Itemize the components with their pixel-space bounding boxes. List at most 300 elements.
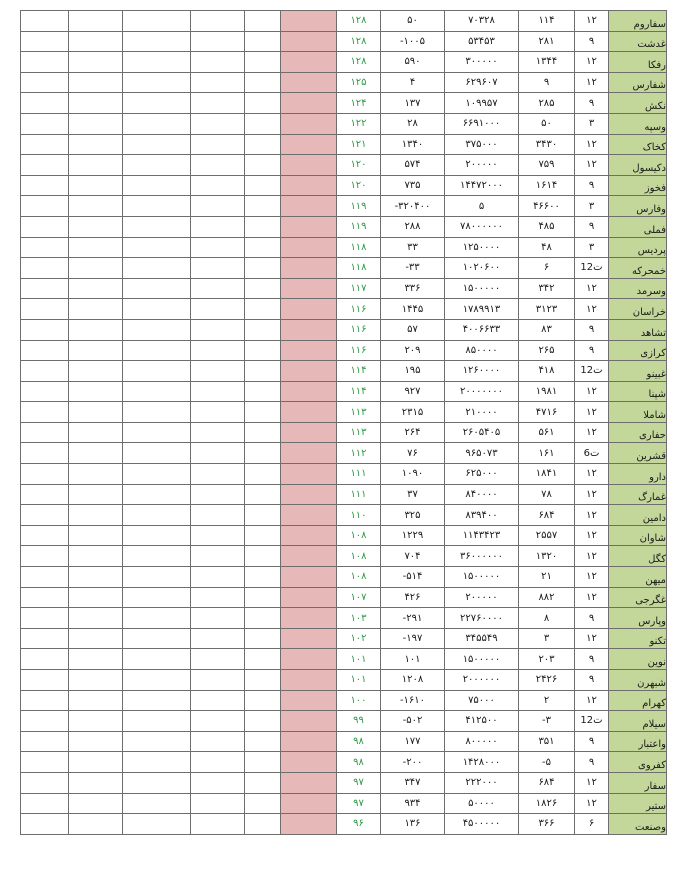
rank-cell[interactable]: ۱۱۹ [337, 196, 381, 217]
value-cell-3[interactable]: ۲۵۵۷ [519, 525, 575, 546]
empty-cell[interactable] [123, 216, 191, 237]
rank-cell[interactable]: ۱۲۸ [337, 31, 381, 52]
highlight-cell[interactable] [281, 72, 337, 93]
highlight-cell[interactable] [281, 113, 337, 134]
value-cell-4[interactable]: ۱۲ [575, 525, 609, 546]
rank-cell[interactable]: ۱۲۴ [337, 93, 381, 114]
value-cell-1[interactable]: ۱۳۶ [381, 814, 445, 835]
empty-cell[interactable] [69, 814, 123, 835]
value-cell-2[interactable]: ۱۵۰۰۰۰۰ [445, 278, 519, 299]
rank-cell[interactable]: ۱۰۱ [337, 670, 381, 691]
value-cell-1[interactable]: ۱۴۴۵ [381, 299, 445, 320]
rank-cell[interactable]: ۱۰۲ [337, 628, 381, 649]
symbol-name-cell[interactable]: کفروی [609, 752, 667, 773]
empty-cell[interactable] [191, 422, 245, 443]
value-cell-1[interactable]: ۲۸ [381, 113, 445, 134]
value-cell-4[interactable]: ۹ [575, 175, 609, 196]
symbol-name-cell[interactable]: حفاری [609, 422, 667, 443]
empty-cell[interactable] [21, 567, 69, 588]
value-cell-4[interactable]: ۱۲ [575, 793, 609, 814]
empty-cell[interactable] [123, 505, 191, 526]
value-cell-1[interactable]: ۱۹۵ [381, 361, 445, 382]
value-cell-3[interactable]: ۲۴۲۶ [519, 670, 575, 691]
empty-cell[interactable] [245, 258, 281, 279]
value-cell-4[interactable]: ۹ [575, 649, 609, 670]
highlight-cell[interactable] [281, 11, 337, 32]
value-cell-3[interactable]: ۲۱ [519, 567, 575, 588]
empty-cell[interactable] [21, 608, 69, 629]
symbol-name-cell[interactable]: فخوز [609, 175, 667, 196]
empty-cell[interactable] [69, 278, 123, 299]
value-cell-4[interactable]: 12ت [575, 258, 609, 279]
value-cell-2[interactable]: ۵ [445, 196, 519, 217]
empty-cell[interactable] [21, 814, 69, 835]
highlight-cell[interactable] [281, 567, 337, 588]
empty-cell[interactable] [69, 175, 123, 196]
rank-cell[interactable]: ۹۸ [337, 731, 381, 752]
value-cell-4[interactable]: ۹ [575, 608, 609, 629]
value-cell-2[interactable]: ۷۰۳۲۸ [445, 11, 519, 32]
empty-cell[interactable] [245, 175, 281, 196]
value-cell-4[interactable]: ۱۲ [575, 402, 609, 423]
rank-cell[interactable]: ۱۲۲ [337, 113, 381, 134]
empty-cell[interactable] [21, 505, 69, 526]
value-cell-4[interactable]: ۹ [575, 731, 609, 752]
value-cell-2[interactable]: ۲۰۰۰۰۰۰۰ [445, 381, 519, 402]
value-cell-2[interactable]: ۱۴۲۸۰۰۰ [445, 752, 519, 773]
value-cell-3[interactable]: ۹ [519, 72, 575, 93]
empty-cell[interactable] [191, 649, 245, 670]
value-cell-1[interactable]: ۹۲۷ [381, 381, 445, 402]
empty-cell[interactable] [123, 772, 191, 793]
symbol-name-cell[interactable]: کگل [609, 546, 667, 567]
empty-cell[interactable] [191, 31, 245, 52]
symbol-name-cell[interactable]: پردیس [609, 237, 667, 258]
highlight-cell[interactable] [281, 505, 337, 526]
empty-cell[interactable] [21, 690, 69, 711]
empty-cell[interactable] [123, 690, 191, 711]
highlight-cell[interactable] [281, 690, 337, 711]
value-cell-2[interactable]: ۶۲۵۰۰۰ [445, 464, 519, 485]
highlight-cell[interactable] [281, 216, 337, 237]
value-cell-1[interactable]: -۳۲۰۴۰۰ [381, 196, 445, 217]
empty-cell[interactable] [69, 690, 123, 711]
value-cell-4[interactable]: ۱۲ [575, 628, 609, 649]
highlight-cell[interactable] [281, 319, 337, 340]
empty-cell[interactable] [123, 278, 191, 299]
highlight-cell[interactable] [281, 793, 337, 814]
value-cell-3[interactable]: ۸ [519, 608, 575, 629]
value-cell-2[interactable]: ۱۲۵۰۰۰۰ [445, 237, 519, 258]
empty-cell[interactable] [21, 772, 69, 793]
symbol-name-cell[interactable]: وسپه [609, 113, 667, 134]
empty-cell[interactable] [21, 731, 69, 752]
empty-cell[interactable] [245, 319, 281, 340]
value-cell-1[interactable]: -۱۹۷ [381, 628, 445, 649]
symbol-name-cell[interactable]: نوین [609, 649, 667, 670]
value-cell-2[interactable]: ۸۰۰۰۰۰ [445, 731, 519, 752]
rank-cell[interactable]: ۹۷ [337, 772, 381, 793]
empty-cell[interactable] [21, 52, 69, 73]
value-cell-4[interactable]: ۹ [575, 319, 609, 340]
empty-cell[interactable] [69, 258, 123, 279]
rank-cell[interactable]: ۹۶ [337, 814, 381, 835]
empty-cell[interactable] [69, 546, 123, 567]
empty-cell[interactable] [123, 237, 191, 258]
rank-cell[interactable]: ۱۱۱ [337, 464, 381, 485]
value-cell-3[interactable]: ۱۳۲۰ [519, 546, 575, 567]
empty-cell[interactable] [245, 711, 281, 732]
empty-cell[interactable] [21, 402, 69, 423]
highlight-cell[interactable] [281, 464, 337, 485]
value-cell-3[interactable]: ۳۴۲ [519, 278, 575, 299]
value-cell-2[interactable]: ۳۶۰۰۰۰۰۰ [445, 546, 519, 567]
rank-cell[interactable]: ۱۰۳ [337, 608, 381, 629]
empty-cell[interactable] [69, 608, 123, 629]
value-cell-4[interactable]: 12ت [575, 711, 609, 732]
value-cell-2[interactable]: ۱۱۴۳۴۲۳ [445, 525, 519, 546]
empty-cell[interactable] [123, 752, 191, 773]
empty-cell[interactable] [69, 772, 123, 793]
value-cell-1[interactable]: ۲۳۱۵ [381, 402, 445, 423]
highlight-cell[interactable] [281, 402, 337, 423]
empty-cell[interactable] [123, 402, 191, 423]
empty-cell[interactable] [21, 361, 69, 382]
symbol-name-cell[interactable]: دامین [609, 505, 667, 526]
empty-cell[interactable] [69, 422, 123, 443]
highlight-cell[interactable] [281, 443, 337, 464]
highlight-cell[interactable] [281, 670, 337, 691]
empty-cell[interactable] [191, 484, 245, 505]
value-cell-4[interactable]: ۱۲ [575, 422, 609, 443]
value-cell-3[interactable]: ۱۸۲۶ [519, 793, 575, 814]
empty-cell[interactable] [69, 649, 123, 670]
rank-cell[interactable]: ۱۰۷ [337, 587, 381, 608]
value-cell-1[interactable]: ۱۲۰۸ [381, 670, 445, 691]
value-cell-3[interactable]: ۳۶۶ [519, 814, 575, 835]
value-cell-2[interactable]: ۱۰۲۰۶۰۰ [445, 258, 519, 279]
empty-cell[interactable] [21, 443, 69, 464]
empty-cell[interactable] [69, 628, 123, 649]
empty-cell[interactable] [191, 772, 245, 793]
empty-cell[interactable] [69, 31, 123, 52]
empty-cell[interactable] [21, 546, 69, 567]
value-cell-4[interactable]: ۱۲ [575, 134, 609, 155]
highlight-cell[interactable] [281, 731, 337, 752]
empty-cell[interactable] [21, 113, 69, 134]
empty-cell[interactable] [21, 670, 69, 691]
value-cell-4[interactable]: ۹ [575, 340, 609, 361]
empty-cell[interactable] [21, 11, 69, 32]
empty-cell[interactable] [21, 422, 69, 443]
rank-cell[interactable]: ۱۰۸ [337, 546, 381, 567]
value-cell-3[interactable]: ۶۸۴ [519, 772, 575, 793]
value-cell-1[interactable]: ۱۳۴۰ [381, 134, 445, 155]
rank-cell[interactable]: ۱۱۳ [337, 402, 381, 423]
empty-cell[interactable] [191, 731, 245, 752]
value-cell-1[interactable]: ۳۳ [381, 237, 445, 258]
empty-cell[interactable] [21, 93, 69, 114]
value-cell-1[interactable]: ۳۴۷ [381, 772, 445, 793]
empty-cell[interactable] [123, 196, 191, 217]
value-cell-2[interactable]: ۲۲۷۶۰۰۰۰ [445, 608, 519, 629]
empty-cell[interactable] [191, 216, 245, 237]
empty-cell[interactable] [21, 216, 69, 237]
value-cell-1[interactable]: ۷۰۴ [381, 546, 445, 567]
value-cell-3[interactable]: ۷۵۹ [519, 155, 575, 176]
value-cell-3[interactable]: ۵۰ [519, 113, 575, 134]
empty-cell[interactable] [245, 670, 281, 691]
symbol-name-cell[interactable]: تکنو [609, 628, 667, 649]
value-cell-1[interactable]: ۵۷ [381, 319, 445, 340]
empty-cell[interactable] [69, 484, 123, 505]
empty-cell[interactable] [21, 793, 69, 814]
empty-cell[interactable] [245, 525, 281, 546]
rank-cell[interactable]: ۱۲۸ [337, 11, 381, 32]
symbol-name-cell[interactable]: کرازی [609, 340, 667, 361]
symbol-name-cell[interactable]: ستیر [609, 793, 667, 814]
empty-cell[interactable] [245, 196, 281, 217]
empty-cell[interactable] [21, 752, 69, 773]
empty-cell[interactable] [21, 72, 69, 93]
empty-cell[interactable] [191, 628, 245, 649]
empty-cell[interactable] [123, 484, 191, 505]
rank-cell[interactable]: ۱۱۹ [337, 216, 381, 237]
empty-cell[interactable] [21, 175, 69, 196]
value-cell-3[interactable]: ۲۰۳ [519, 649, 575, 670]
value-cell-2[interactable]: ۴۵۰۰۰۰۰ [445, 814, 519, 835]
empty-cell[interactable] [21, 381, 69, 402]
value-cell-3[interactable]: -۵ [519, 752, 575, 773]
value-cell-2[interactable]: ۱۲۶۰۰۰۰ [445, 361, 519, 382]
value-cell-3[interactable]: ۱۶۱ [519, 443, 575, 464]
empty-cell[interactable] [69, 155, 123, 176]
empty-cell[interactable] [123, 31, 191, 52]
value-cell-2[interactable]: ۸۳۹۴۰۰ [445, 505, 519, 526]
empty-cell[interactable] [245, 72, 281, 93]
empty-cell[interactable] [69, 793, 123, 814]
highlight-cell[interactable] [281, 649, 337, 670]
empty-cell[interactable] [191, 546, 245, 567]
value-cell-2[interactable]: ۸۵۰۰۰۰ [445, 340, 519, 361]
empty-cell[interactable] [245, 505, 281, 526]
value-cell-2[interactable]: ۴۰۰۶۶۳۳ [445, 319, 519, 340]
rank-cell[interactable]: ۱۱۰ [337, 505, 381, 526]
value-cell-4[interactable]: 12ت [575, 361, 609, 382]
empty-cell[interactable] [191, 443, 245, 464]
empty-cell[interactable] [245, 752, 281, 773]
empty-cell[interactable] [191, 361, 245, 382]
symbol-name-cell[interactable]: وصنعت [609, 814, 667, 835]
value-cell-3[interactable]: ۲۸۵ [519, 93, 575, 114]
rank-cell[interactable]: ۱۱۶ [337, 340, 381, 361]
rank-cell[interactable]: ۱۲۰ [337, 155, 381, 176]
empty-cell[interactable] [191, 402, 245, 423]
value-cell-3[interactable]: ۶ [519, 258, 575, 279]
value-cell-1[interactable]: ۷۶ [381, 443, 445, 464]
value-cell-1[interactable]: ۲۸۸ [381, 216, 445, 237]
symbol-name-cell[interactable]: خراسان [609, 299, 667, 320]
symbol-name-cell[interactable]: کهرام [609, 690, 667, 711]
symbol-name-cell[interactable]: وفارس [609, 196, 667, 217]
empty-cell[interactable] [245, 484, 281, 505]
empty-cell[interactable] [245, 731, 281, 752]
value-cell-4[interactable]: ۹ [575, 670, 609, 691]
value-cell-1[interactable]: ۵۰ [381, 11, 445, 32]
empty-cell[interactable] [123, 587, 191, 608]
highlight-cell[interactable] [281, 155, 337, 176]
value-cell-4[interactable]: ۳ [575, 113, 609, 134]
empty-cell[interactable] [245, 278, 281, 299]
value-cell-2[interactable]: ۷۸۰۰۰۰۰۰ [445, 216, 519, 237]
empty-cell[interactable] [21, 587, 69, 608]
empty-cell[interactable] [69, 52, 123, 73]
value-cell-4[interactable]: ۱۲ [575, 278, 609, 299]
empty-cell[interactable] [191, 299, 245, 320]
value-cell-3[interactable]: ۳۵۱ [519, 731, 575, 752]
value-cell-2[interactable]: ۱۴۴۷۲۰۰۰ [445, 175, 519, 196]
value-cell-1[interactable]: -۵۱۴ [381, 567, 445, 588]
value-cell-2[interactable]: ۲۰۰۰۰۰ [445, 587, 519, 608]
value-cell-3[interactable]: ۷۸ [519, 484, 575, 505]
symbol-name-cell[interactable]: غدشت [609, 31, 667, 52]
value-cell-1[interactable]: ۲۶۴ [381, 422, 445, 443]
value-cell-3[interactable]: -۳ [519, 711, 575, 732]
empty-cell[interactable] [69, 464, 123, 485]
rank-cell[interactable]: ۱۱۲ [337, 443, 381, 464]
value-cell-1[interactable]: -۱۰۰۵ [381, 31, 445, 52]
value-cell-3[interactable]: ۱۱۴ [519, 11, 575, 32]
value-cell-3[interactable]: ۲۶۵ [519, 340, 575, 361]
highlight-cell[interactable] [281, 175, 337, 196]
empty-cell[interactable] [191, 93, 245, 114]
value-cell-2[interactable]: ۲۶۰۵۴۰۵ [445, 422, 519, 443]
empty-cell[interactable] [191, 567, 245, 588]
value-cell-1[interactable]: ۱۷۷ [381, 731, 445, 752]
value-cell-4[interactable]: ۳ [575, 196, 609, 217]
value-cell-3[interactable]: ۵۶۱ [519, 422, 575, 443]
symbol-name-cell[interactable]: دارو [609, 464, 667, 485]
symbol-name-cell[interactable]: دکیسول [609, 155, 667, 176]
value-cell-3[interactable]: ۴۱۸ [519, 361, 575, 382]
value-cell-3[interactable]: ۴۶۶۰۰ [519, 196, 575, 217]
empty-cell[interactable] [245, 113, 281, 134]
highlight-cell[interactable] [281, 422, 337, 443]
empty-cell[interactable] [191, 278, 245, 299]
empty-cell[interactable] [21, 464, 69, 485]
empty-cell[interactable] [21, 237, 69, 258]
empty-cell[interactable] [123, 814, 191, 835]
empty-cell[interactable] [69, 11, 123, 32]
value-cell-1[interactable]: -۲۰۰ [381, 752, 445, 773]
rank-cell[interactable]: ۱۰۸ [337, 525, 381, 546]
empty-cell[interactable] [123, 361, 191, 382]
rank-cell[interactable]: ۱۱۱ [337, 484, 381, 505]
empty-cell[interactable] [191, 134, 245, 155]
symbol-name-cell[interactable]: قشرین [609, 443, 667, 464]
rank-cell[interactable]: ۱۲۸ [337, 52, 381, 73]
empty-cell[interactable] [69, 670, 123, 691]
highlight-cell[interactable] [281, 484, 337, 505]
rank-cell[interactable]: ۱۲۰ [337, 175, 381, 196]
value-cell-1[interactable]: ۵۷۴ [381, 155, 445, 176]
empty-cell[interactable] [21, 196, 69, 217]
highlight-cell[interactable] [281, 752, 337, 773]
value-cell-1[interactable]: ۱۰۱ [381, 649, 445, 670]
empty-cell[interactable] [191, 72, 245, 93]
empty-cell[interactable] [123, 134, 191, 155]
empty-cell[interactable] [191, 113, 245, 134]
empty-cell[interactable] [191, 525, 245, 546]
empty-cell[interactable] [191, 11, 245, 32]
empty-cell[interactable] [69, 402, 123, 423]
rank-cell[interactable]: ۱۱۳ [337, 422, 381, 443]
value-cell-1[interactable]: -۳۳ [381, 258, 445, 279]
empty-cell[interactable] [191, 175, 245, 196]
symbol-name-cell[interactable]: کخاک [609, 134, 667, 155]
rank-cell[interactable]: ۹۷ [337, 793, 381, 814]
symbol-name-cell[interactable]: شبهرن [609, 670, 667, 691]
empty-cell[interactable] [69, 319, 123, 340]
rank-cell[interactable]: ۱۱۸ [337, 237, 381, 258]
empty-cell[interactable] [21, 134, 69, 155]
value-cell-1[interactable]: ۴ [381, 72, 445, 93]
value-cell-3[interactable]: ۱۸۴۱ [519, 464, 575, 485]
empty-cell[interactable] [245, 443, 281, 464]
rank-cell[interactable]: ۱۱۶ [337, 299, 381, 320]
value-cell-3[interactable]: ۴۸۵ [519, 216, 575, 237]
empty-cell[interactable] [245, 649, 281, 670]
rank-cell[interactable]: ۱۰۰ [337, 690, 381, 711]
symbol-name-cell[interactable]: نکش [609, 93, 667, 114]
value-cell-1[interactable]: -۵۰۲ [381, 711, 445, 732]
empty-cell[interactable] [191, 690, 245, 711]
empty-cell[interactable] [245, 793, 281, 814]
empty-cell[interactable] [191, 608, 245, 629]
empty-cell[interactable] [69, 381, 123, 402]
empty-cell[interactable] [123, 567, 191, 588]
empty-cell[interactable] [123, 381, 191, 402]
value-cell-2[interactable]: ۳۷۵۰۰۰ [445, 134, 519, 155]
rank-cell[interactable]: ۱۰۸ [337, 567, 381, 588]
value-cell-1[interactable]: ۱۲۲۹ [381, 525, 445, 546]
value-cell-4[interactable]: ۶ [575, 814, 609, 835]
highlight-cell[interactable] [281, 587, 337, 608]
symbol-name-cell[interactable]: فملی [609, 216, 667, 237]
value-cell-1[interactable]: ۲۰۹ [381, 340, 445, 361]
empty-cell[interactable] [123, 608, 191, 629]
empty-cell[interactable] [69, 361, 123, 382]
value-cell-1[interactable]: ۵۹۰ [381, 52, 445, 73]
empty-cell[interactable] [245, 402, 281, 423]
value-cell-1[interactable]: ۳۷ [381, 484, 445, 505]
value-cell-4[interactable]: ۱۲ [575, 299, 609, 320]
empty-cell[interactable] [123, 93, 191, 114]
value-cell-4[interactable]: ۱۲ [575, 587, 609, 608]
empty-cell[interactable] [191, 505, 245, 526]
empty-cell[interactable] [123, 793, 191, 814]
empty-cell[interactable] [191, 52, 245, 73]
value-cell-2[interactable]: ۱۷۸۹۹۱۳ [445, 299, 519, 320]
empty-cell[interactable] [191, 814, 245, 835]
empty-cell[interactable] [245, 134, 281, 155]
empty-cell[interactable] [245, 93, 281, 114]
symbol-name-cell[interactable]: سیلام [609, 711, 667, 732]
empty-cell[interactable] [123, 72, 191, 93]
empty-cell[interactable] [191, 155, 245, 176]
value-cell-2[interactable]: ۲۱۰۰۰۰ [445, 402, 519, 423]
value-cell-4[interactable]: ۱۲ [575, 484, 609, 505]
